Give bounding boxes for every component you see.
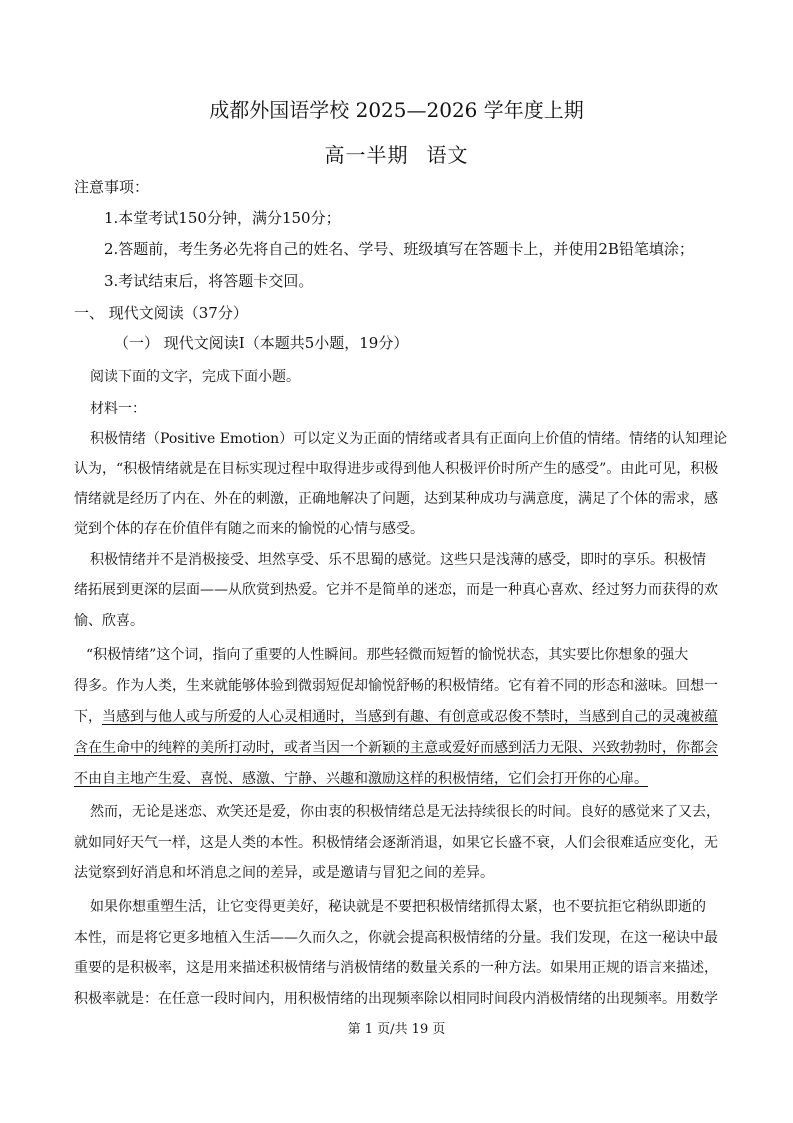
material-label: 材料一： [90, 401, 146, 417]
exam-title: 成都外国语学校 2025—2026 学年度上期 [209, 98, 584, 122]
page-number: 第 1 页/共 19 页 [347, 1022, 446, 1037]
underlined-text: 不由自主地产生爱、喜悦、感激、宁静、兴趣和激励这样的积极情绪，它们会打开你的心扉。 [74, 771, 648, 787]
paragraph-line: 本性，而是将它更多地植入生活——久而久之，你就会提高积极情绪的分量。我们发现，在这一秘诀中最 [74, 930, 718, 946]
notice-heading: 注意事项： [74, 178, 150, 196]
paragraph-line: 然而，无论是迷恋、欢笑还是爱，你由衷的积极情绪总是无法持续很长的时间。良好的感觉来了又去， [90, 804, 720, 820]
paragraph-line: 如果你想重塑生活，让它变得更美好，秘诀就是不要把积极情绪抓得太紧，也不要抗拒它稍纵即逝的 [90, 899, 706, 915]
exam-subtitle [0, 142, 793, 168]
subsection-heading: （一） 现代文阅读Ⅰ（本题共5小题，19分） [114, 334, 409, 352]
notice-item: 1.本堂考试150分钟，满分150分； [104, 209, 341, 227]
paragraph-line: 认为，“积极情绪就是在目标实现过程中取得进步或得到他人积极评价时所产生的感受”。由此可见，积极 [74, 461, 719, 477]
paragraph-line: 情绪就是经历了内在、外在的刺激，正确地解决了问题，达到某种成功与满意度，满足了个体的需求，感 [74, 491, 718, 507]
line-lead: 下， [74, 709, 102, 725]
paragraph-line: 得多。作为人类，生来就能够体验到微弱短促却愉悦舒畅的积极情绪。它有着不同的形态和滋味。回想一 [74, 678, 718, 694]
notice-item: 2.答题前，考生务必先将自己的姓名、学号、班级填写在答题卡上，并使用2B铅笔填涂； [104, 240, 694, 258]
underlined-text: 含在生命中的纯粹的美所打动时，或者当因一个新颖的主意或爱好而感到活力无限、兴致勃勃时，你都会 [74, 740, 718, 756]
paragraph-line: 积极情绪并不是消极接受、坦然享受、乐不思蜀的感觉。这些只是浅薄的感受，即时的享乐。积极情 [90, 552, 706, 568]
reading-instruction: 阅读下面的文字，完成下面小题。 [90, 369, 300, 385]
section-heading: 一、 现代文阅读（37分） [74, 304, 248, 322]
subject: 语文 [426, 143, 469, 167]
grade-term: 高一半期 [324, 143, 409, 167]
paragraph-line: 觉到个体的存在价值伴有随之而来的愉悦的心情与感受。 [74, 521, 424, 537]
paragraph-line: 重要的是积极率，这是用来描述积极情绪与消极情绪的数量关系的一种方法。如果用正规的语言来描述， [74, 960, 718, 976]
paragraph-line: 法觉察到好消息和坏消息之间的差异，或是邀请与冒犯之间的差异。 [74, 865, 494, 881]
paragraph-line: 愉、欣喜。 [74, 613, 144, 629]
notice-item: 3.考试结束后，将答题卡交回。 [104, 272, 314, 290]
paragraph-line [74, 708, 718, 726]
paragraph-line: “积极情绪”这个词，指向了重要的人性瞬间。那些轻微而短暂的愉悦状态，其实要比你想象的强大 [86, 647, 689, 663]
paragraph-line: 积极情绪（Positive Emotion）可以定义为正面的情绪或者具有正面向上价值的情绪。情绪的认知理论 [90, 431, 728, 447]
paragraph-line: 绪拓展到更深的层面——从欣赏到热爱。它并不是简单的迷恋，而是一种真心喜欢、经过努力而获得的欢 [74, 582, 718, 598]
paragraph-line: 积极率就是：在任意一段时间内，用积极情绪的出现频率除以相同时间段内消极情绪的出现频率。用数学 [74, 991, 718, 1007]
underlined-text: 当感到与他人或与所爱的人心灵相通时，当感到有趣、有创意或忍俊不禁时，当感到自己的灵魂被蕴 [102, 709, 718, 725]
paragraph-line: 就如同好天气一样，这是人类的本性。积极情绪会逐渐消退，如果它长盛不衰，人们会很难适应变化，无 [74, 835, 718, 851]
